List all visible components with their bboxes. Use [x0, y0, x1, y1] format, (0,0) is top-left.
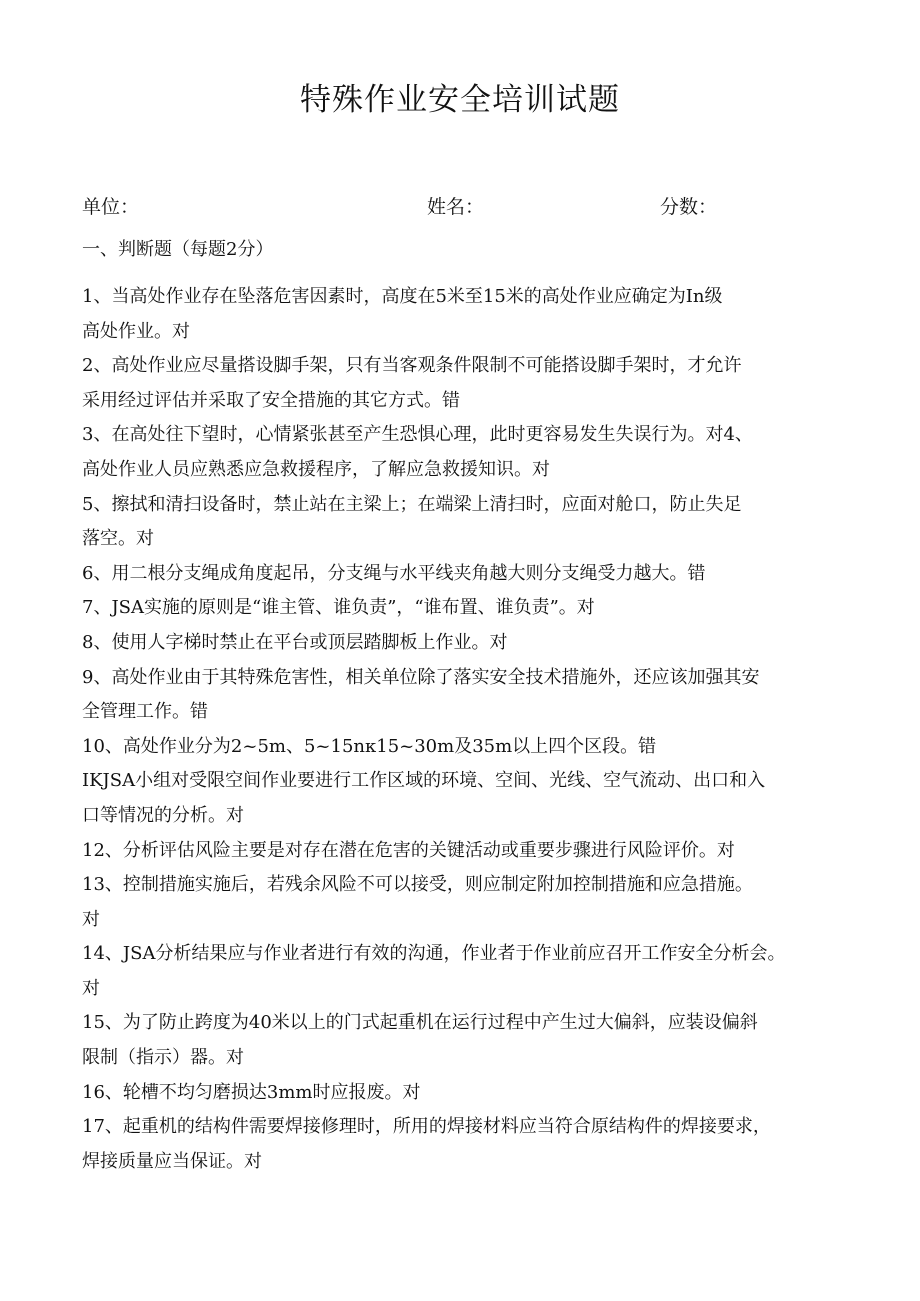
question-line: 高处作业。对: [82, 320, 190, 342]
question-line: 采用经过评估并采取了安全措施的其它方式。错: [82, 389, 460, 411]
question-line: 6、用二根分支绳成角度起吊，分支绳与水平线夹角越大则分支绳受力越大。错: [82, 562, 706, 584]
question-line: 对: [82, 977, 100, 999]
question-line: 12、分析评估风险主要是对存在潜在危害的关键活动或重要步骤进行风险评价。对: [82, 839, 735, 861]
question-line: 2、高处作业应尽量搭设脚手架，只有当客观条件限制不可能搭设脚手架时，才允许: [82, 355, 742, 377]
question-line: 14、JSA分析结果应与作业者进行有效的沟通，作业者于作业前应召开工作安全分析会。: [82, 943, 786, 965]
header-fields: [82, 192, 842, 222]
score-field-label: 分数：: [660, 196, 718, 218]
question-line: 17、起重机的结构件需要焊接修理时，所用的焊接材料应当符合原结构件的焊接要求，: [82, 1116, 771, 1138]
question-line: 9、高处作业由于其特殊危害性，相关单位除了落实安全技术措施外，还应该加强其安: [82, 666, 760, 688]
question-list: [82, 280, 842, 1179]
question-line: 1、当高处作业存在坠落危害因素时，高度在5米至15米的高处作业应确定为In级: [82, 286, 723, 307]
question-line: 焊接质量应当保证。对: [82, 1150, 262, 1172]
section-heading: 一、判断题（每题2分）: [82, 239, 274, 260]
question-line: 限制（指示）器。对: [82, 1047, 244, 1069]
question-line: 13、控制措施实施后，若残余风险不可以接受，则应制定附加控制措施和应急措施。: [82, 874, 753, 896]
question-line: 16、轮槽不均匀磨损达3mm时应报废。对: [82, 1081, 421, 1103]
question-line: 3、在高处往下望时，心情紧张甚至产生恐惧心理，此时更容易发生失误行为。对4、: [82, 424, 753, 446]
question-line: 全管理工作。错: [82, 701, 208, 723]
question-line: 10、高处作业分为2~5m、5~15nκ15~30m及35m以上四个区段。错: [82, 735, 657, 757]
question-line: 高处作业人员应熟悉应急救援程序，了解应急救援知识。对: [82, 458, 550, 480]
unit-field-label: 单位：: [82, 196, 140, 218]
question-line: 口等情况的分析。对: [82, 804, 244, 826]
question-line: IKJSA小组对受限空间作业要进行工作区域的环境、空间、光线、空气流动、出口和入: [82, 770, 766, 792]
question-line: 对: [82, 908, 100, 930]
question-line: 7、JSA实施的原则是“谁主管、谁负责”，“谁布置、谁负责”。对: [82, 597, 595, 619]
name-field-label: 姓名：: [427, 196, 485, 218]
question-line: 15、为了防止跨度为40米以上的门式起重机在运行过程中产生过大偏斜，应装设偏斜: [82, 1012, 758, 1034]
question-line: 5、擦拭和清扫设备时，禁止站在主梁上；在端梁上清扫时，应面对舱口，防止失足: [82, 493, 742, 515]
question-line: 8、使用人字梯时禁止在平台或顶层踏脚板上作业。对: [82, 631, 508, 653]
question-line: 落空。对: [82, 528, 154, 550]
document-title: 特殊作业安全培训试题: [300, 82, 620, 118]
